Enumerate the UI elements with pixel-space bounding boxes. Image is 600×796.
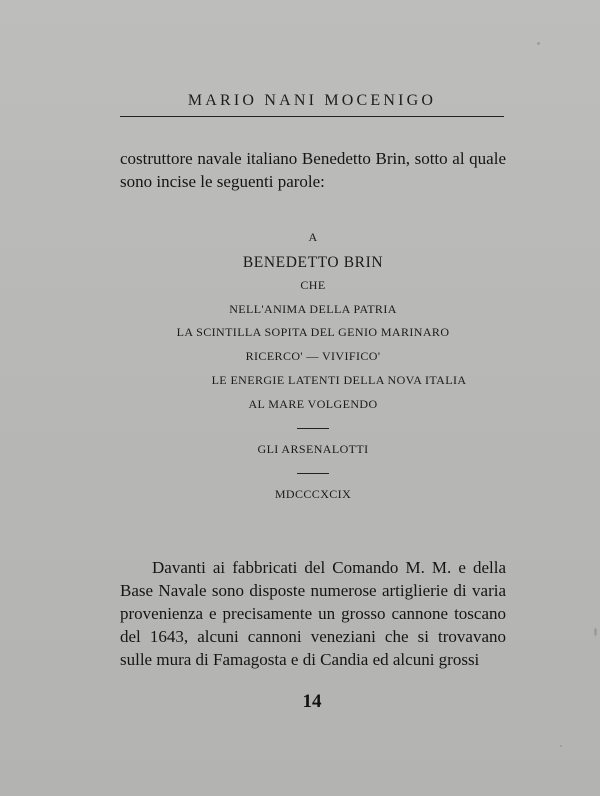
inscription-line: RICERCO' — VIVIFICO' — [245, 349, 381, 363]
paper-speck — [560, 745, 562, 747]
inscription-dash — [297, 473, 329, 474]
inscription-line: LA SCINTILLA SOPITA DEL GENIO MARINARO — [176, 325, 450, 339]
main-paragraph: Davanti ai fabbricati del Comando M. M. e della Base Navale sono disposte numerose artiglierie di varia provenienza e precisamente un grosso cannone toscano del 1643, alcuni cannoni veneziani che si trovavano sulle mura di Famagosta e di Candia ed alcuni grossi — [120, 558, 506, 669]
inscription-line: NELL'ANIMA DELLA PATRIA — [229, 302, 397, 316]
inscription-line: A — [308, 230, 318, 244]
intro-paragraph: costruttore navale italiano Benedetto Brin, sotto al quale sono incise le seguenti parole: — [120, 149, 506, 191]
page-number: 14 — [302, 691, 322, 712]
header-rule — [120, 116, 504, 117]
inscription-date: MDCCCXCIX — [274, 487, 352, 501]
paper-speck — [594, 628, 597, 636]
inscription-line: LE ENERGIE LATENTI DELLA NOVA ITALIA — [211, 373, 467, 387]
inscription-line: CHE — [300, 278, 326, 292]
inscription-dash — [297, 428, 329, 429]
inscription-line: BENEDETTO BRIN — [242, 254, 384, 271]
running-header: MARIO NANI MOCENIGO — [187, 92, 437, 109]
paper-speck — [537, 42, 540, 45]
inscription-signature: GLI ARSENALOTTI — [257, 442, 369, 456]
inscription-line: AL MARE VOLGENDO — [248, 397, 378, 411]
